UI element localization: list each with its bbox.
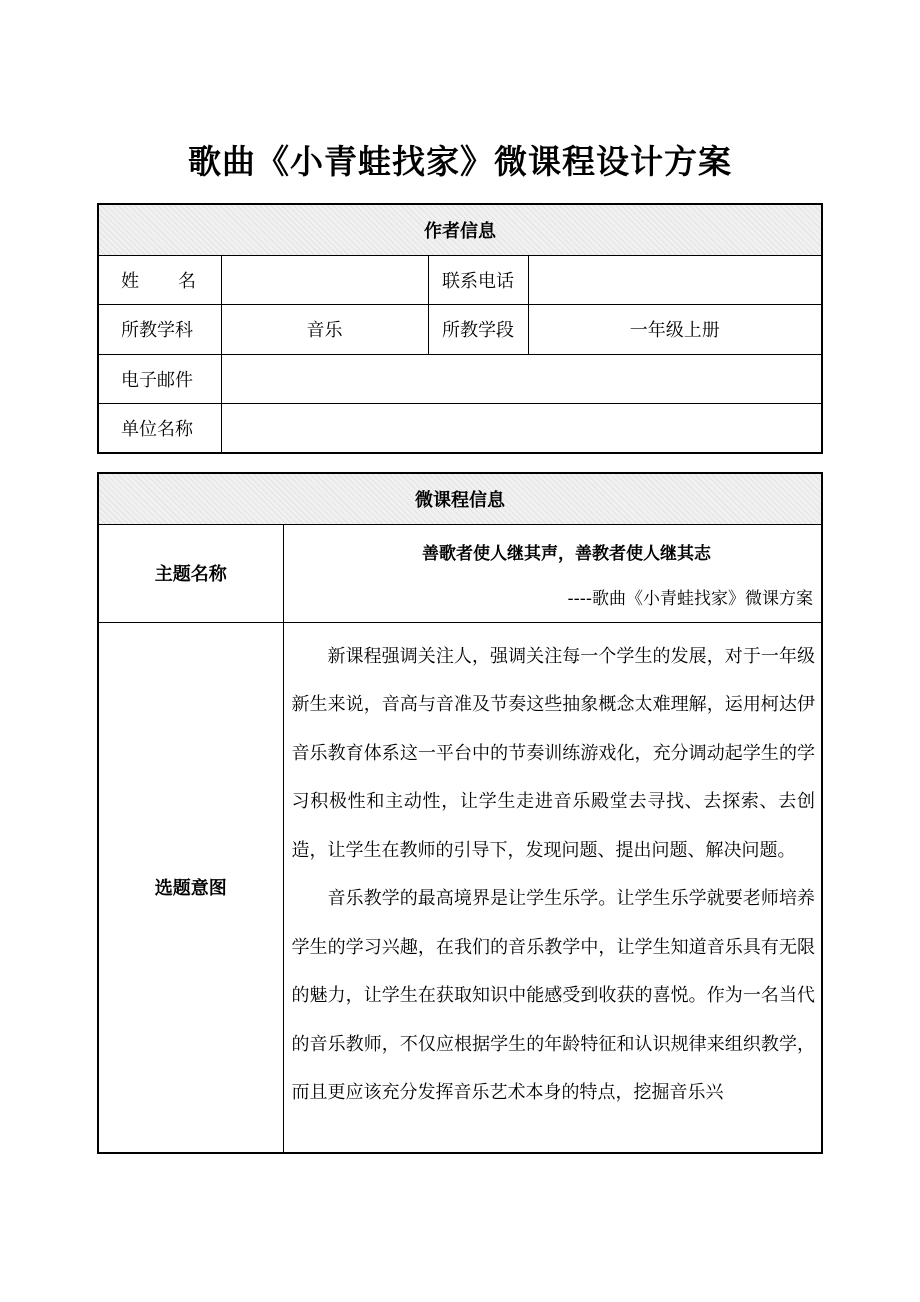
topic-cell bbox=[283, 524, 822, 622]
author-info-header: 作者信息 bbox=[98, 204, 822, 255]
intent-paragraph-1: 新课程强调关注人，强调关注每一个学生的发展，对于一年级新生来说，音高与音准及节奏这些抽象概念太难理解，运用柯达伊音乐教育体系这一平台中的节奏训练游戏化，充分调动起学生的学习积极性和主动性，让学生走进音乐殿堂去寻找、去探索、去创造，让学生在教师的引导下，发现问题、提出问题、解决问题。 bbox=[291, 645, 815, 861]
name-label: 姓 名 bbox=[98, 255, 221, 304]
topic-line-sub: ----歌曲《小青蛙找家》微课方案 bbox=[567, 588, 813, 609]
name-value bbox=[221, 255, 428, 304]
unit-label: 单位名称 bbox=[98, 403, 221, 453]
document-title: 歌曲《小青蛙找家》微课程设计方案 bbox=[188, 142, 732, 181]
unit-value bbox=[221, 403, 822, 453]
subject-value: 音乐 bbox=[221, 304, 428, 354]
topic-label: 主题名称 bbox=[98, 524, 283, 622]
subject-label: 所教学科 bbox=[98, 304, 221, 354]
phone-value bbox=[528, 255, 822, 304]
course-info-table bbox=[97, 472, 823, 1154]
stage-label: 所教学段 bbox=[428, 304, 528, 354]
topic-line-main: 善歌者使人继其声，善教者使人继其志 bbox=[422, 543, 711, 564]
email-value bbox=[221, 354, 822, 403]
intent-cell bbox=[283, 622, 822, 1153]
email-label: 电子邮件 bbox=[98, 354, 221, 403]
intent-paragraph-2: 音乐教学的最高境界是让学生乐学。让学生乐学就要老师培养学生的学习兴趣，在我们的音乐教学中，让学生知道音乐具有无限的魅力，让学生在获取知识中能感受到收获的喜悦。作为一名当代的音乐教师，不仅应根据学生的年龄特征和认识规律来组织教学，而且更应该充分发挥音乐艺术本身的特点，挖掘音乐兴 bbox=[291, 888, 815, 1103]
course-info-header: 微课程信息 bbox=[98, 473, 822, 524]
author-info-table bbox=[97, 203, 823, 454]
intent-label: 选题意图 bbox=[98, 622, 283, 1153]
phone-label: 联系电话 bbox=[428, 255, 528, 304]
stage-value: 一年级上册 bbox=[528, 304, 822, 354]
intent-text bbox=[284, 623, 822, 1142]
